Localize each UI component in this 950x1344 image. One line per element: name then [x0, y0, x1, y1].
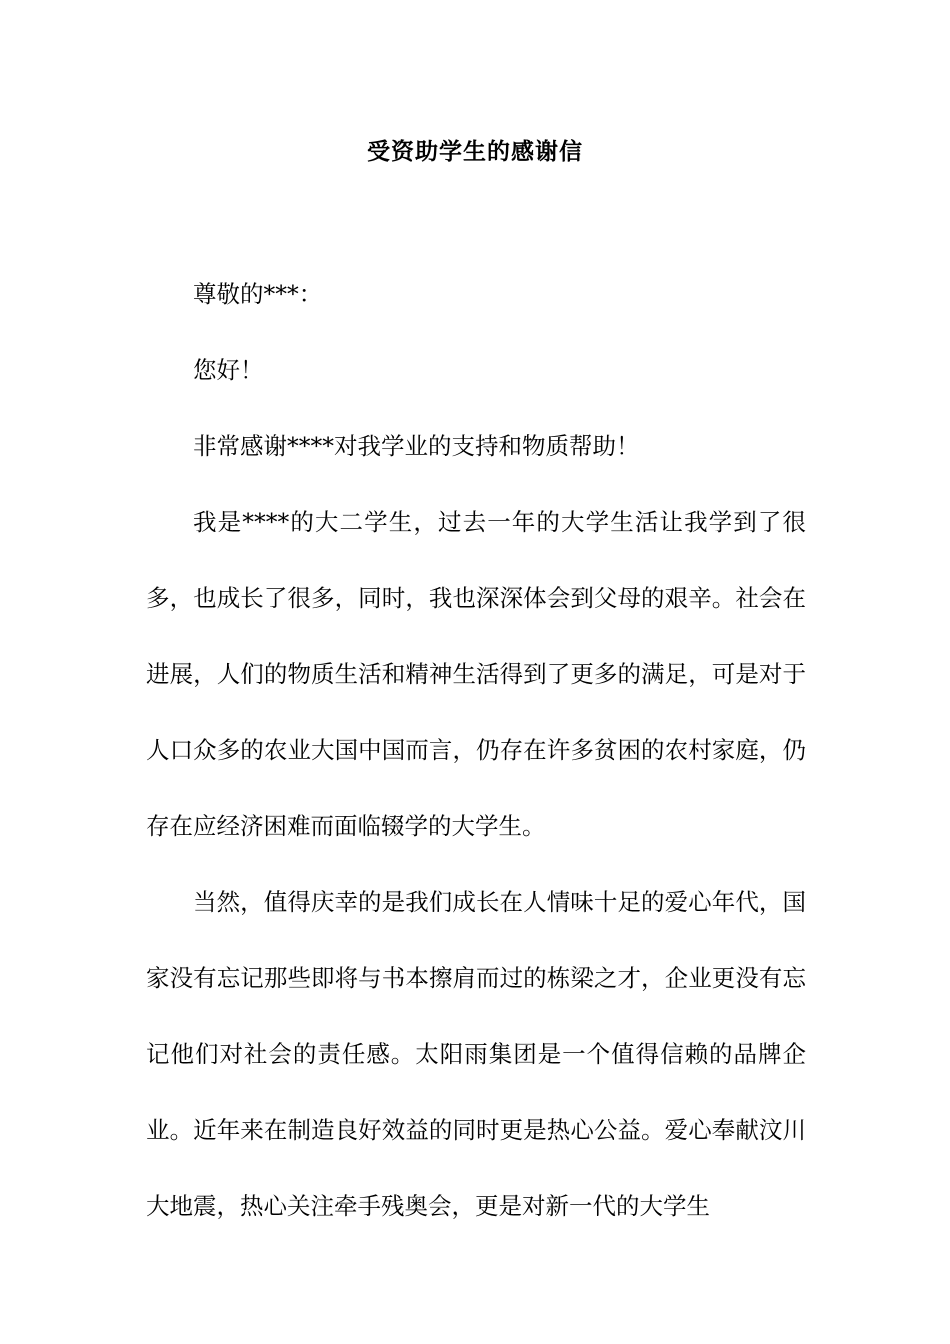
paragraph-thanks: 非常感谢****对我学业的支持和物质帮助！: [193, 432, 640, 460]
greeting: 您好！: [193, 356, 264, 384]
letter-body: [146, 256, 806, 1244]
paragraph-gratitude: 当然，值得庆幸的是我们成长在人情味十足的爱心年代，国家没有忘记那些即将与书本擦肩而过的栋梁之才，企业更没有忘记他们对社会的责任感。太阳雨集团是一个值得信赖的品牌企业。近年来在制造良好效益的同时更是热心公益。爱心奉献汶川大地震，热心关注牵手残奥会，更是对新一代的大学生: [146, 888, 806, 1220]
salutation: 尊敬的***：: [193, 280, 323, 308]
paragraph-introduction: 我是****的大二学生，过去一年的大学生活让我学到了很多，也成长了很多，同时，我也深深体会到父母的艰辛。社会在进展，人们的物质生活和精神生活得到了更多的满足，可是对于人口众多的农业大国中国而言，仍存在许多贫困的农村家庭，仍存在应经济困难而面临辍学的大学生。: [146, 508, 806, 840]
letter-title: 受资助学生的感谢信: [367, 138, 583, 165]
